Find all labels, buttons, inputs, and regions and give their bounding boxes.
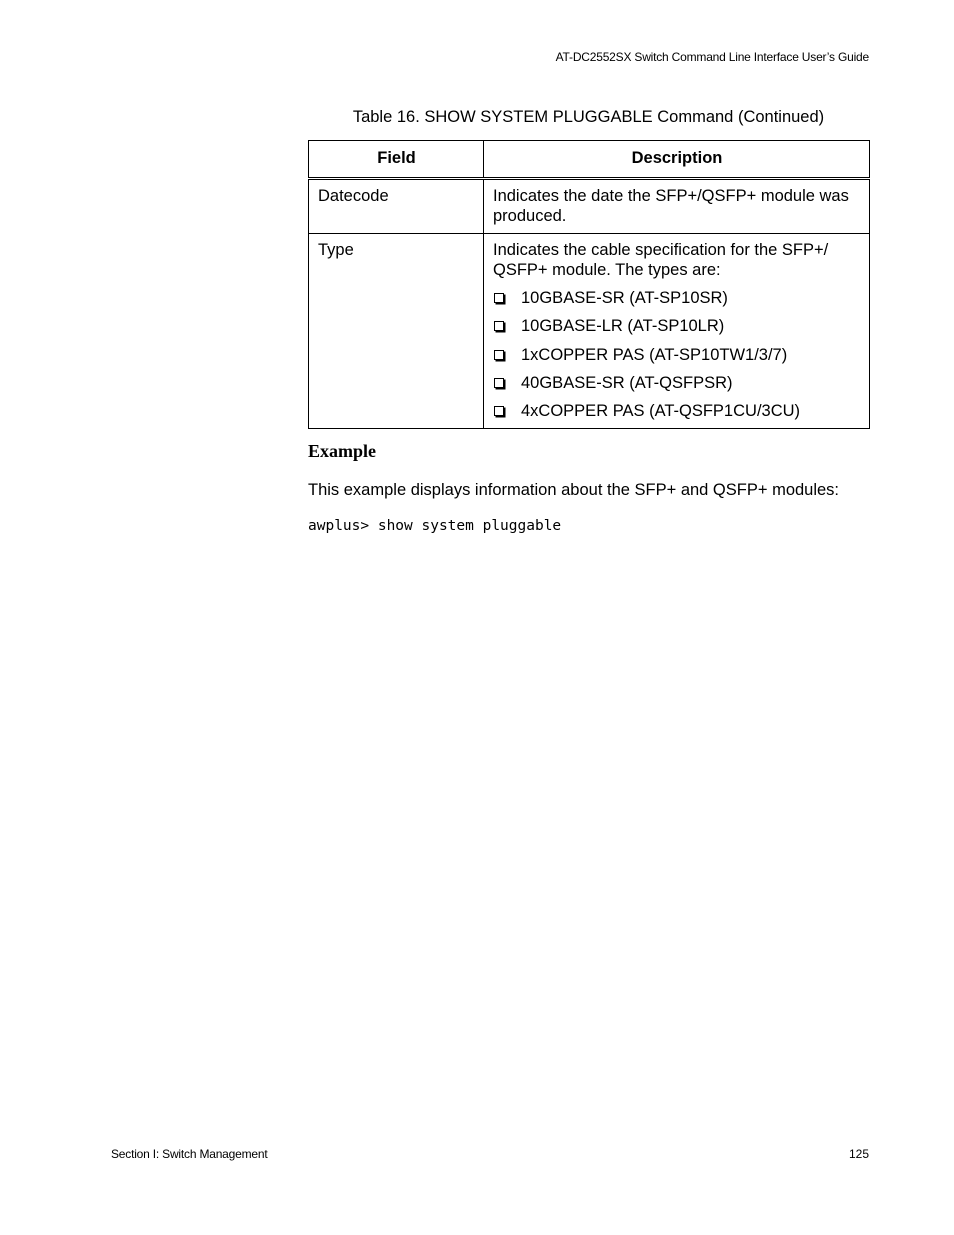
column-header-field: Field bbox=[309, 141, 484, 179]
table-row bbox=[309, 179, 870, 234]
checkbox-bullet-icon bbox=[494, 321, 504, 331]
list-item bbox=[493, 316, 861, 336]
checkbox-bullet-icon bbox=[494, 293, 504, 303]
list-item-text: 4xCOPPER PAS (AT-QSFP1CU/3CU) bbox=[521, 402, 801, 421]
list-item bbox=[493, 345, 861, 365]
field-cell: Datecode bbox=[309, 179, 484, 234]
checkbox-bullet-icon bbox=[494, 350, 504, 360]
list-item-text: 40GBASE-SR (AT-QSFPSR) bbox=[521, 373, 733, 392]
column-header-description: Description bbox=[484, 141, 870, 179]
list-item bbox=[493, 373, 861, 393]
example-command: awplus> show system pluggable bbox=[308, 518, 562, 534]
running-header: AT-DC2552SX Switch Command Line Interface User’s Guide bbox=[555, 50, 869, 64]
description-cell bbox=[484, 234, 870, 429]
checkbox-bullet-icon bbox=[494, 378, 504, 388]
list-item bbox=[493, 401, 861, 421]
list-item-text: 1xCOPPER PAS (AT-SP10TW1/3/7) bbox=[521, 345, 788, 364]
table-row bbox=[309, 234, 870, 429]
list-item-text: 10GBASE-SR (AT-SP10SR) bbox=[521, 289, 728, 307]
footer-section-title: Section I: Switch Management bbox=[111, 1147, 268, 1161]
list-item-text: 10GBASE-LR (AT-SP10LR) bbox=[521, 317, 725, 336]
description-text: Indicates the date the SFP+/QSFP+ module was produced. bbox=[493, 187, 849, 225]
example-description: This example displays information about the SFP+ and QSFP+ modules: bbox=[308, 481, 840, 499]
table-caption: Table 16. SHOW SYSTEM PLUGGABLE Command (Continued) bbox=[352, 108, 825, 126]
description-text: Indicates the cable specification for the SFP+/ QSFP+ module. The types are: bbox=[493, 241, 829, 279]
type-list bbox=[493, 288, 861, 421]
description-cell bbox=[484, 179, 870, 234]
list-item bbox=[493, 288, 861, 308]
table-header-row bbox=[309, 141, 870, 179]
checkbox-bullet-icon bbox=[494, 406, 504, 416]
example-heading: Example bbox=[308, 441, 377, 461]
field-description-table bbox=[308, 140, 870, 429]
footer-page-number: 125 bbox=[848, 1147, 869, 1161]
field-cell: Type bbox=[309, 234, 484, 429]
